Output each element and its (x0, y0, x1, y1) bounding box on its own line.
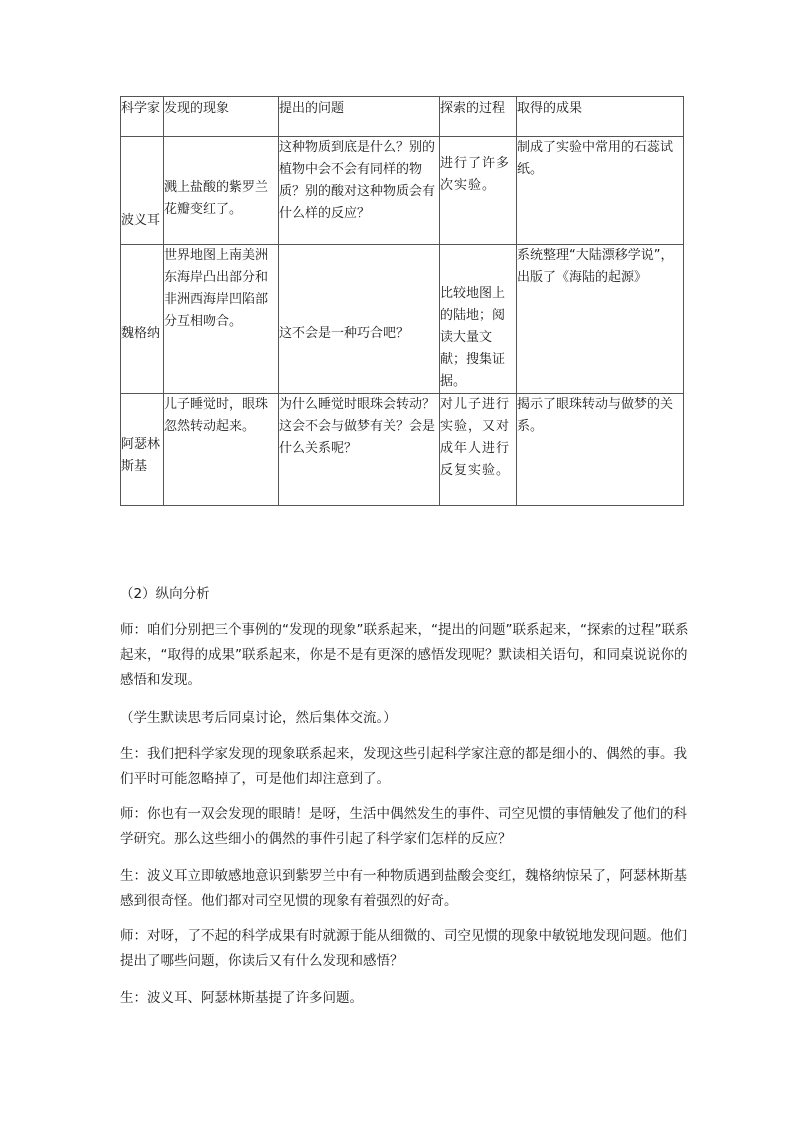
cell-scientist: 魏格纳 (121, 245, 164, 394)
paragraph: 师：对呀，了不起的科学成果有时就源于能从细微的、司空见惯的现象中敏锐地发现问题。他们提出了哪些问题，你读后又有什么发现和感悟？ (120, 928, 687, 969)
paragraph: 生：我们把科学家发现的现象联系起来，发现这些引起科学家注意的都是细小的、偶然的事。我们平时可能忽略掉了，可是他们却注意到了。 (120, 746, 687, 787)
cell-scientist: 波义耳 (121, 137, 164, 245)
cell-result: 系统整理“大陆漂移学说”，出版了《海陆的起源》 (517, 245, 684, 394)
cell-question: 为什么睡觉时眼珠会转动？这会不会与做梦有关？会是什么关系呢？ (279, 394, 440, 506)
comparison-table (120, 96, 684, 506)
header-question: 提出的问题 (279, 97, 440, 137)
paragraph: 师：咱们分别把三个事例的“发现的现象”联系起来，“提出的问题”联系起来，“探索的过程”联系起来，“取得的成果”联系起来，你是不是有更深的感悟发现呢？默读相关语句，和同桌说说你的感悟和发现。 (120, 622, 689, 688)
cell-phenomenon: 儿子睡觉时，眼珠忽然转动起来。 (164, 394, 279, 506)
table-row (121, 137, 684, 245)
cell-result: 揭示了眼珠转动与做梦的关系。 (517, 394, 684, 506)
cell-process: 进行了许多次实验。 (440, 137, 517, 245)
cell-phenomenon: 世界地图上南美洲东海岸凸出部分和非洲西海岸凹陷部分互相吻合。 (164, 245, 279, 394)
paragraph: （学生默读思考后同桌讨论，然后集体交流。） (120, 710, 397, 726)
table-header-row (121, 97, 684, 137)
header-process: 探索的过程 (440, 97, 517, 137)
header-scientist: 科学家 (121, 97, 164, 137)
table-row (121, 394, 684, 506)
header-phenomenon: 发现的现象 (164, 97, 279, 137)
table-row (121, 245, 684, 394)
cell-scientist: 阿瑟林斯基 (121, 394, 164, 506)
paragraph: 生：波义耳、阿瑟林斯基提了许多问题。 (120, 990, 363, 1006)
paragraph: 生：波义耳立即敏感地意识到紫罗兰中有一种物质遇到盐酸会变红，魏格纳惊呆了，阿瑟林斯基感到很奇怪。他们都对司空见惯的现象有着强烈的好奇。 (120, 868, 687, 909)
cell-process: 对儿子进行实验，又对成年人进行反复实验。 (440, 394, 517, 506)
cell-phenomenon: 溅上盐酸的紫罗兰花瓣变红了。 (164, 137, 279, 245)
cell-process: 比较地图上的陆地；阅读大量文献；搜集证据。 (440, 245, 517, 394)
section-heading: （2）纵向分析 (120, 586, 210, 602)
cell-result: 制成了实验中常用的石蕊试纸。 (517, 137, 684, 245)
cell-question: 这种物质到底是什么？别的植物中会不会有同样的物质？别的酸对这种物质会有什么样的反应？ (279, 137, 440, 245)
paragraph: 师：你也有一双会发现的眼睛！是呀，生活中偶然发生的事件、司空见惯的事情触发了他们的科学研究。那么这些细小的偶然的事件引起了科学家们怎样的反应？ (120, 806, 687, 847)
header-result: 取得的成果 (517, 97, 684, 137)
cell-question: 这不会是一种巧合吧？ (279, 245, 440, 394)
